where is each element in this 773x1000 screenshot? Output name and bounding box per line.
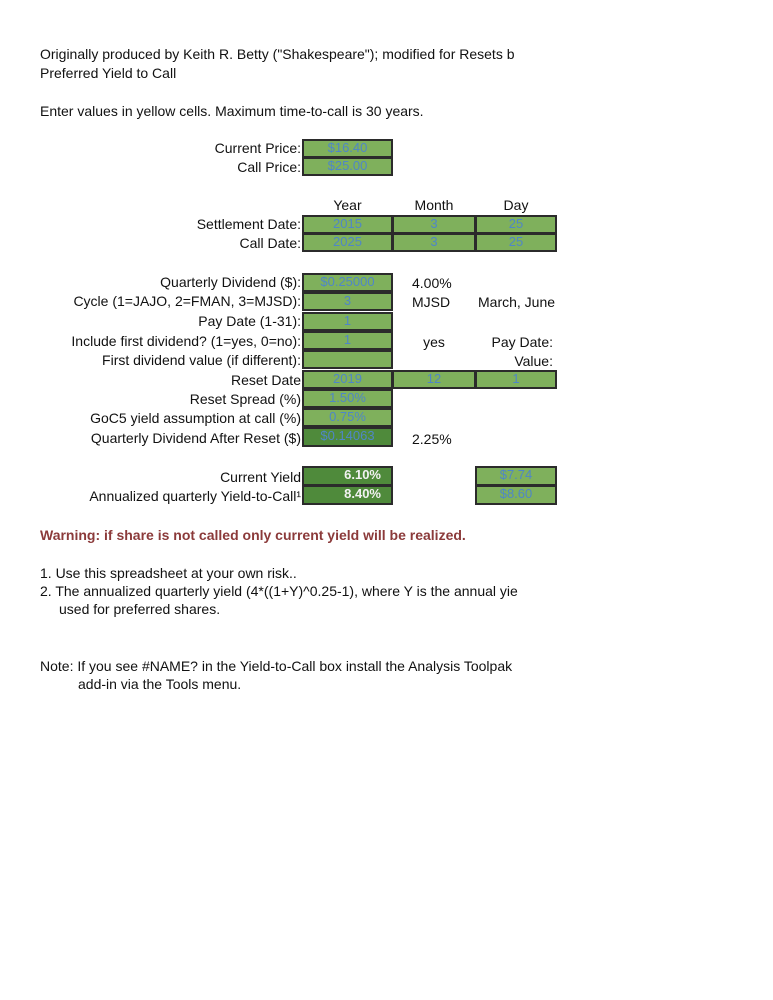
- first-dividend-value-label: First dividend value (if different):: [102, 352, 301, 368]
- call-price-label: Call Price:: [237, 159, 301, 175]
- note-2-line-2: used for preferred shares.: [59, 601, 221, 617]
- settlement-day-input[interactable]: 25: [475, 215, 557, 234]
- call-day-input[interactable]: 25: [475, 233, 557, 252]
- side-value-2: $8.60: [475, 485, 557, 505]
- warning-text: Warning: if share is not called only current yield will be realized.: [40, 527, 466, 543]
- dividend-after-reset-pct: 2.25%: [412, 431, 452, 447]
- quarterly-dividend-pct: 4.00%: [412, 275, 452, 291]
- col-month-header: Month: [414, 197, 454, 213]
- note-3-line-1: Note: If you see #NAME? in the Yield-to-Call box install the Analysis Toolpak: [40, 658, 513, 674]
- include-first-dividend-input[interactable]: 1: [302, 331, 393, 350]
- goc5-input[interactable]: 0.75%: [302, 408, 393, 427]
- reset-day-input[interactable]: 1: [475, 370, 557, 389]
- current-yield-value: 6.10%: [302, 466, 393, 486]
- pay-date-label: Pay Date (1-31):: [198, 313, 301, 329]
- call-price-input[interactable]: $25.00: [302, 157, 393, 176]
- quarterly-dividend-input[interactable]: $0.25000: [302, 273, 393, 292]
- cycle-name: MJSD: [412, 294, 451, 310]
- col-day-header: Day: [503, 197, 529, 213]
- cycle-months: March, June: [478, 294, 556, 310]
- pay-date-side-label: Pay Date:: [491, 334, 553, 350]
- ytc-label: Annualized quarterly Yield-to-Call¹: [89, 488, 301, 504]
- note-3-line-2: add-in via the Tools menu.: [78, 676, 242, 692]
- reset-spread-input[interactable]: 1.50%: [302, 389, 393, 408]
- current-yield-label: Current Yield: [220, 469, 301, 485]
- dividend-after-reset-value: $0.14063: [302, 427, 393, 447]
- first-dividend-value-input[interactable]: [302, 350, 393, 369]
- include-first-dividend-label: Include first dividend? (1=yes, 0=no):: [71, 333, 301, 349]
- dividend-after-reset-label: Quarterly Dividend After Reset ($): [90, 430, 301, 446]
- note-1: 1. Use this spreadsheet at your own risk..: [40, 565, 297, 581]
- cycle-label: Cycle (1=JAJO, 2=FMAN, 3=MJSD):: [73, 293, 301, 309]
- reset-year-input[interactable]: 2019: [302, 370, 393, 389]
- side-value-1: $7.74: [475, 466, 557, 486]
- reset-spread-label: Reset Spread (%): [189, 391, 301, 407]
- current-price-label: Current Price:: [214, 140, 301, 156]
- current-price-input[interactable]: $16.40: [302, 139, 393, 158]
- value-side-label: Value:: [514, 353, 553, 369]
- pay-date-input[interactable]: 1: [302, 312, 393, 331]
- header-line-1: Originally produced by Keith R. Betty ("Shakespeare"); modified for Resets b: [40, 46, 515, 62]
- call-month-input[interactable]: 3: [392, 233, 476, 252]
- ytc-value: 8.40%: [302, 485, 393, 505]
- cycle-input[interactable]: 3: [302, 292, 393, 311]
- instructions: Enter values in yellow cells. Maximum time-to-call is 30 years.: [40, 103, 424, 119]
- call-date-label: Call Date:: [239, 235, 301, 251]
- include-first-dividend-text: yes: [423, 334, 445, 350]
- call-year-input[interactable]: 2025: [302, 233, 393, 252]
- goc5-label: GoC5 yield assumption at call (%): [90, 410, 301, 426]
- reset-month-input[interactable]: 12: [392, 370, 476, 389]
- settlement-date-label: Settlement Date:: [196, 216, 301, 232]
- settlement-month-input[interactable]: 3: [392, 215, 476, 234]
- col-year-header: Year: [333, 197, 362, 213]
- quarterly-dividend-label: Quarterly Dividend ($):: [160, 274, 301, 290]
- settlement-year-input[interactable]: 2015: [302, 215, 393, 234]
- reset-date-label: Reset Date: [230, 372, 301, 388]
- header-line-2: Preferred Yield to Call: [40, 65, 177, 81]
- note-2-line-1: 2. The annualized quarterly yield (4*((1+Y)^0.25-1), where Y is the annual yie: [40, 583, 518, 599]
